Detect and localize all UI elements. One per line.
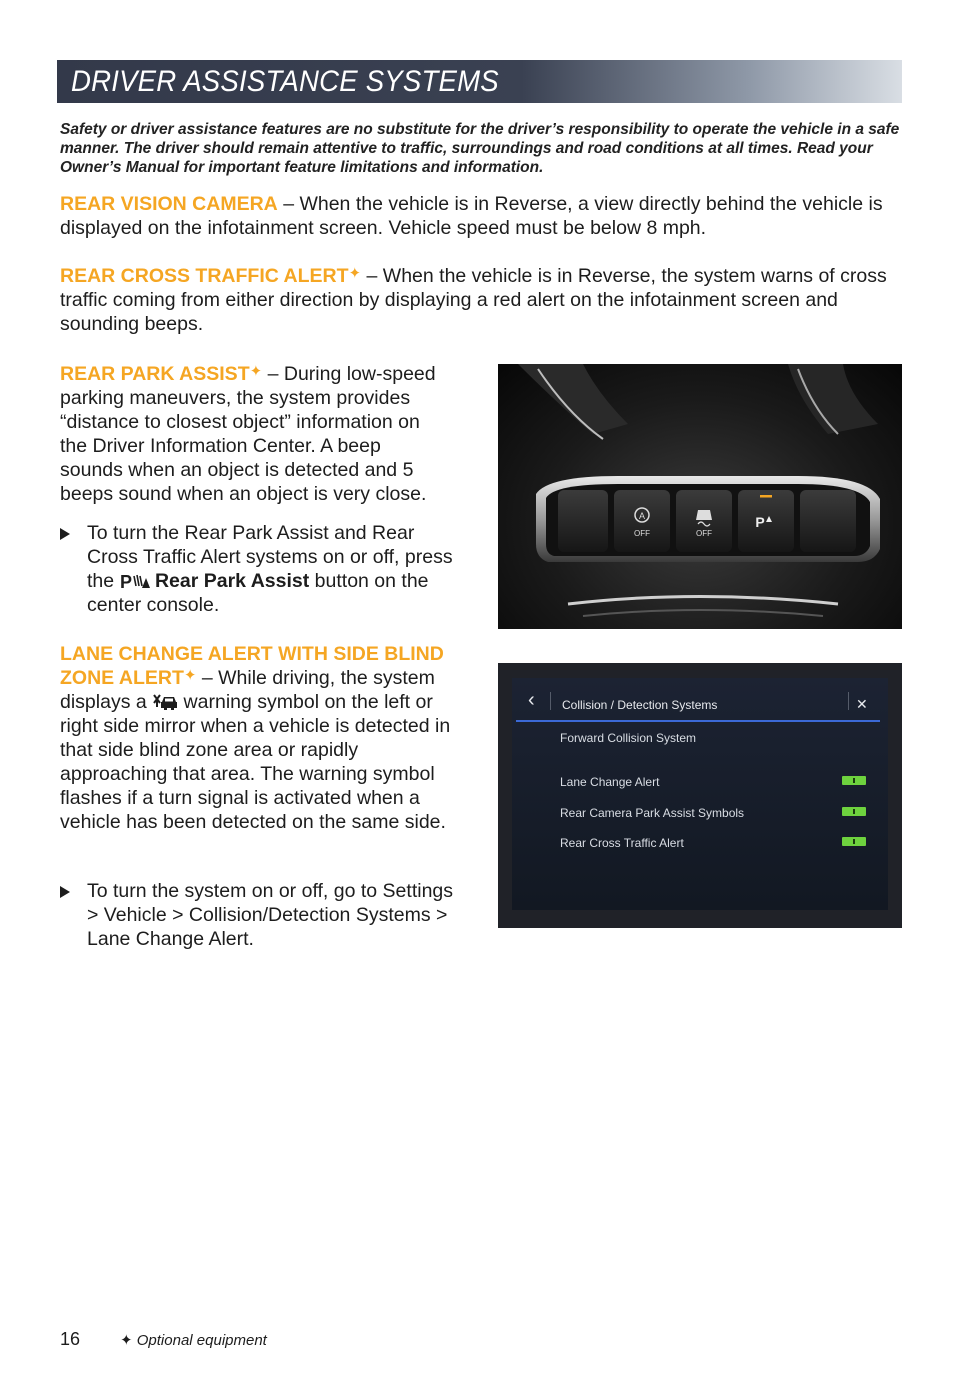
header-divider [550,692,551,710]
header-underline [516,720,880,722]
lane-change-alert-heading: LANE CHANGE ALERT WITH SIDE BLIND ZONE ALERT [60,643,444,689]
svg-text:A: A [638,511,646,521]
console-button-label: OFF [634,529,650,538]
lane-change-body-post: warning symbol on the left or right side mirror when a vehicle is detected in that side blind zone area or rapidly approaching that area. The warning symbol flashes if a turn signal is activated when a vehicle has been detected on the same side. [60,691,451,833]
center-console-illustration [498,364,902,629]
close-icon[interactable]: ✕ [856,696,868,712]
lane-change-body-pre: – While driving, the system displays a [60,667,435,713]
bullet-triangle-icon [60,886,70,898]
rear-park-assist-instruction [60,521,460,617]
instruction-text-post: button on the center console. [87,570,429,616]
instruction-text-pre: To turn the Rear Park Assist and Rear Cross Traffic Alert systems on or off, press the [87,522,453,592]
park-assist-console-button [738,490,794,552]
optional-equipment-icon: ✦ [183,667,197,684]
footnote-text: Optional equipment [136,1332,267,1349]
rear-cross-traffic-body: – When the vehicle is in Reverse, the system warns of cross traffic coming from either direction by displaying a red alert on the infotainment screen and sounding beeps. [60,265,887,335]
auto-stop-off-button [614,490,670,552]
rear-park-assist-button-name: Rear Park Assist [154,570,310,592]
collision-detection-settings-screen [512,678,888,910]
park-assist-icon [120,572,150,590]
traction-control-off-button [676,490,732,552]
rear-cross-traffic-toggle[interactable] [842,837,866,846]
console-button-label: P [755,514,765,530]
setting-row-lane-change-alert[interactable]: Lane Change Alert [560,775,660,789]
rear-camera-park-assist-toggle[interactable] [842,807,866,816]
infotainment-screen-photo [498,663,902,928]
lane-change-alert-paragraph [60,642,470,834]
lane-change-alert-toggle[interactable] [842,776,866,785]
rear-park-assist-body: – During low-speed parking maneuvers, the system provides “distance to closest object” information on the Driver Information Center. A beep sounds when an object is detected and 5 beeps sound when an object is very close. [60,363,436,505]
rear-vision-camera-body: – When the vehicle is in Reverse, a view directly behind the vehicle is displayed on the infotainment screen. Vehicle speed must be below 8 mph. [60,193,883,239]
rear-cross-traffic-paragraph [60,264,902,336]
optional-equipment-icon: ✦ [249,363,263,380]
side-blind-zone-icon [152,693,178,711]
rear-park-assist-heading: REAR PARK ASSIST [60,363,250,385]
console-button-blank-right [800,490,856,552]
section-banner [57,60,902,103]
rear-vision-camera-heading: REAR VISION CAMERA [60,193,278,215]
park-assist-indicator-light [760,495,772,498]
back-icon[interactable]: ‹ [528,689,535,711]
page-number: 16 [60,1329,81,1349]
rear-park-assist-paragraph [60,362,448,506]
optional-equipment-icon: ✦ [348,265,362,282]
page-title: DRIVER ASSISTANCE SYSTEMS [71,65,499,98]
rear-cross-traffic-heading: REAR CROSS TRAFFIC ALERT [60,265,349,287]
lane-change-instruction-text: To turn the system on or off, go to Settings > Vehicle > Collision/Detection Systems > Lane Change Alert. [87,880,454,950]
screen-title: Collision / Detection Systems [562,698,718,712]
optional-equipment-footnote [120,1331,267,1349]
console-button-label: OFF [696,529,712,538]
setting-row-forward-collision[interactable]: Forward Collision System [560,731,697,745]
setting-row-rear-cross-traffic[interactable]: Rear Cross Traffic Alert [560,836,684,850]
optional-equipment-icon: ✦ [120,1332,133,1349]
header-divider-right [848,692,849,710]
setting-row-rear-camera-park-assist[interactable]: Rear Camera Park Assist Symbols [560,806,745,820]
lane-change-alert-instruction [60,879,460,951]
rear-vision-camera-paragraph [60,192,902,240]
console-button-blank [558,490,608,552]
center-console-photo [498,364,902,629]
svg-text:P: P [119,572,132,590]
safety-disclaimer: Safety or driver assistance features are no substitute for the driver’s responsibility to operate the vehicle in a safe manner. The driver should remain attentive to traffic, surroundings and road conditions at all times. Read your Owner’s Manual for important feature limitations and information. [60,121,900,176]
bullet-triangle-icon [60,528,70,540]
